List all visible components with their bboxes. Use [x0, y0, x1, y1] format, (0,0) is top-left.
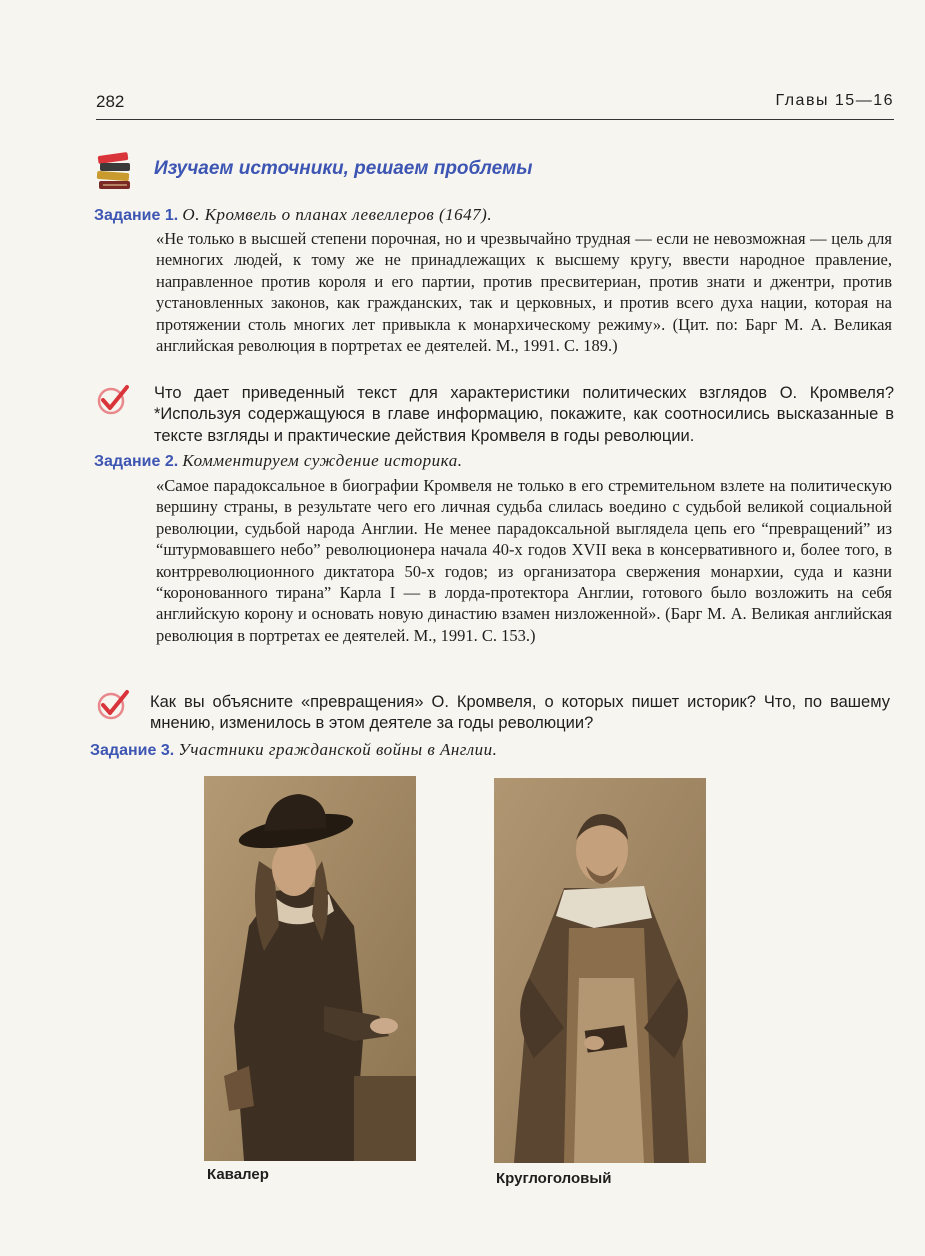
task-1-question: Что дает приведенный текст для характеристики политических взглядов О. Кромвеля? *Используя содержащуюся в главе информацию, покажите, как соотносились высказанные в тексте взгляды и практические действия Кромвеля в годы революции. — [154, 384, 894, 445]
chapter-label: Главы 15—16 — [775, 92, 894, 109]
task-2-question: Как вы объясните «превращения» О. Кромвеля, о которых пишет историк? Что, по вашему мнению, изменилось в этом деятеле за годы революции? — [150, 693, 890, 733]
task-label: Задание 3. — [90, 742, 175, 759]
page-number: 282 — [96, 92, 125, 111]
header-divider — [96, 119, 894, 120]
figure-caption: Круглоголовый — [496, 1170, 612, 1187]
task-title: Участники гражданской войны в Англии. — [178, 740, 498, 759]
section-title: Изучаем источники, решаем проблемы — [154, 158, 533, 179]
roundhead-portrait — [494, 778, 706, 1163]
task-2-quote: «Самое парадоксальное в биографии Кромвеля не только в его стремительном взлете на политическую вершину страны, в результате чего его личная судьба слилась воедино с судьбой великой социальной революции, судьбой народа Англии. Не менее парадоксальной выглядела цепь его “превращений” из “штурмовавшего небо” революционера начала 40-х годов XVII века в консервативного и, более того, в контрреволюционного диктатора 50-х годов; из организатора свержения монархии, суда и казни “коронованного тирана” Карла I — в лорда-протектора Англии, готового было возложить на себя английскую корону и основать новую династию взамен низложенной». (Барг М. А. Великая английская революция в портретах ее деятелей. М., 1991. С. 153.) — [156, 476, 892, 645]
task-label: Задание 1. — [94, 207, 179, 224]
task-title: Комментируем суждение историка. — [182, 451, 463, 470]
task-2-heading — [94, 451, 462, 471]
checkmark-icon — [96, 688, 130, 722]
page-header — [96, 92, 894, 122]
task-1-quote: «Не только в высшей степени порочная, но и чрезвычайно трудная — если не невозможная — цель для немногих людей, к тому же не принадлежащих к высшему кругу, ввести народное правление, направленное против короля и его партии, против пресвитериан, против знати и джентри, против установленных законов, как гражданских, так и церковных, и против всего духа нации, которая на протяжении столь многих лет привыкла к монархическому режиму». (Цит. по: Барг М. А. Великая английская революция в портретах ее деятелей. М., 1991. С. 189.) — [156, 229, 892, 356]
figure-caption: Кавалер — [207, 1166, 269, 1183]
cavalier-portrait — [204, 776, 416, 1161]
task-3-heading — [90, 740, 497, 760]
task-label: Задание 2. — [94, 453, 179, 470]
checkmark-icon — [96, 383, 130, 417]
books-icon — [94, 150, 134, 192]
task-1-heading — [94, 205, 492, 225]
task-title: О. Кромвель о планах левеллеров (1647). — [182, 205, 493, 224]
